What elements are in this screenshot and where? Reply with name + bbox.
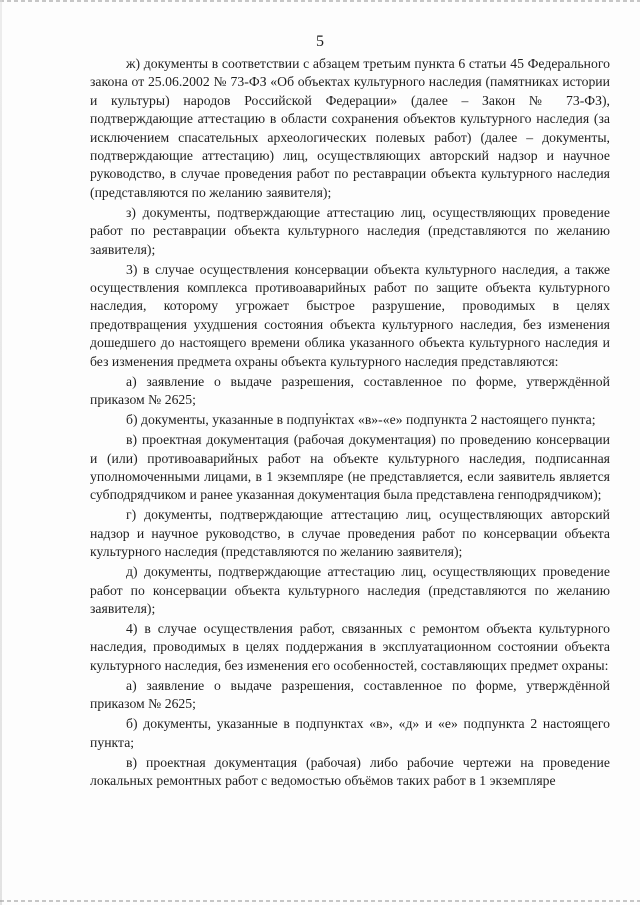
page-number: 5 [316, 33, 324, 50]
paragraph-4a: а) заявление о выдаче разрешения, составленное по форме, утверждённой приказом № 2625; [90, 677, 610, 712]
paragraph-z: з) документы, подтверждающие аттестацию лиц, осуществляющих проведение работ по реставрации объекта культурного наследия (представляются по желанию заявителя); [90, 204, 610, 257]
document-body [90, 55, 610, 790]
scan-edge-top [0, 0, 640, 2]
paragraph-3a: а) заявление о выдаче разрешения, составленное по форме, утверждённой приказом № 2625; [90, 373, 610, 408]
scan-edge-left [0, 0, 2, 905]
paragraph-3b: б) документы, указанные в подпунктах «в»-«е» подпункта 2 настоящего пункта; [126, 412, 596, 428]
paragraph-item-3: 3) в случае осуществления консервации объекта культурного наследия, а также осуществления комплекса противоаварийных работ по защите объекта культурного наследия, которому угрожает быстрое разрушение, проводимых в целях предотвращения ухудшения состояния объекта культурного наследия, без изменения дошедшего до настоящего времени облика указанного объекта культурного наследия и без изменения предмета охраны объекта культурного наследия представляются: [90, 261, 610, 369]
paragraph-3g: г) документы, подтверждающие аттестацию лиц, осуществляющих авторский надзор и научное руководство, в случае проведения работ по консервации объекта культурного наследия (представляются по желанию заявителя); [90, 507, 610, 560]
paragraph-3v: в) проектная документация (рабочая документация) по проведению консервации и (или) противоаварийных работ на объекте культурного наследия, подписанная уполномоченными лицами, в 1 экземпляре (не представляется, если заявитель является субподрядчиком и ранее указанная документация была представлена генподрядчиком); [90, 432, 610, 503]
paragraph-4v: в) проектная документация (рабочая) либо рабочие чертежи на проведение локальных ремонтных работ с ведомостью объёмов таких работ в 1 экземпляре [90, 754, 610, 788]
scan-edge-bottom [0, 900, 640, 902]
paragraph-4b: б) документы, указанные в подпунктах «в», «д» и «е» подпункта 2 настоящего пункта; [90, 716, 610, 750]
paragraph-zh: ж) документы в соответствии с абзацем третьим пункта 6 статьи 45 Федерального закона от 25.06.2002 № 73-ФЗ «Об объектах культурного наследия (памятниках истории и культуры) народов Российской Федерации» (далее – Закон № 73-ФЗ), подтверждающие аттестацию в области сохранения объектов культурного наследия (за исключением спасательных археологических полевых работ) (далее – документы, подтверждающие аттестацию) лиц, осуществляющих авторский надзор и научное руководство, в случае проведения работ по реставрации объекта культурного наследия (представляются по желанию заявителя); [90, 56, 610, 200]
paragraph-3d: д) документы, подтверждающие аттестацию лиц, осуществляющих проведение работ по консервации объекта культурного наследия (представляются по желанию заявителя); [90, 564, 610, 616]
paragraph-item-4: 4) в случае осуществления работ, связанных с ремонтом объекта культурного наследия, проводимых в целях поддержания в эксплуатационном состоянии объекта культурного наследия, без изменения его особенностей, составляющих предмет охраны: [90, 620, 610, 673]
